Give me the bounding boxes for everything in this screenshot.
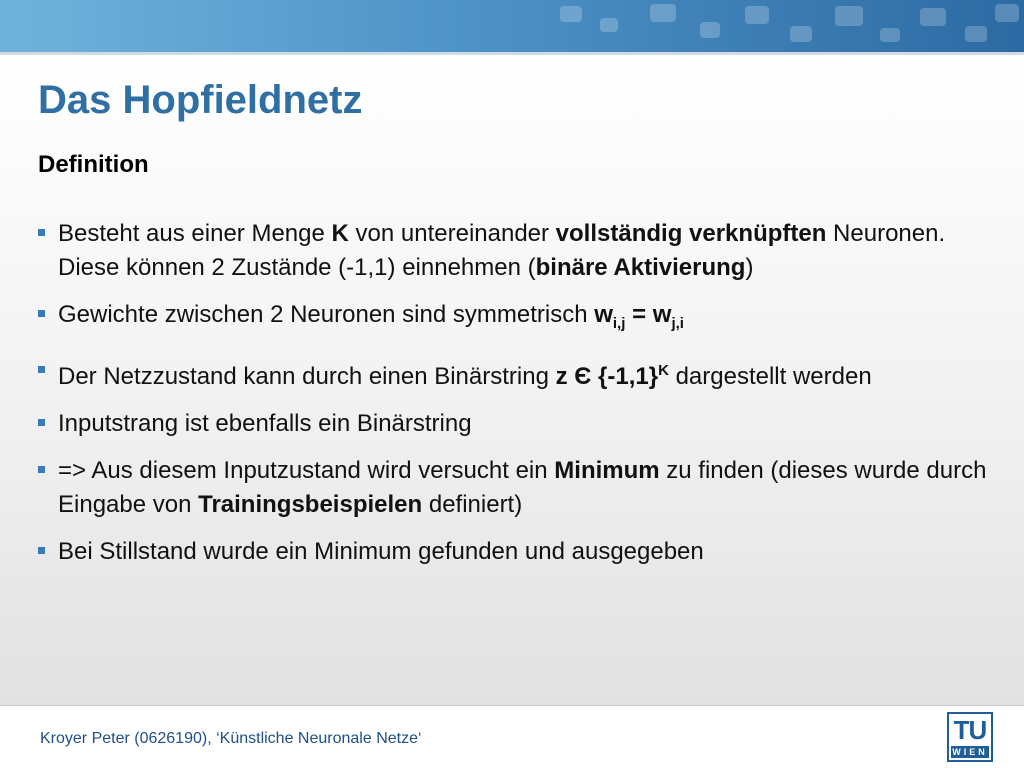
bullet-square-icon (38, 466, 45, 473)
bullet-square-icon (38, 547, 45, 554)
slide-subtitle: Definition (38, 151, 149, 178)
header-decoration (995, 4, 1019, 22)
bullet-square-icon (38, 310, 45, 317)
bullet-square-icon (38, 419, 45, 426)
header-decoration (600, 18, 618, 32)
logo-tu-text: TU (953, 715, 987, 745)
header-decoration (745, 6, 769, 24)
bullet-square-icon (38, 229, 45, 236)
header-decoration (880, 28, 900, 42)
header-decoration (835, 6, 863, 26)
header-decoration (790, 26, 812, 42)
bullet-item: Der Netzzustand kann durch einen Binärstring z Є $\{-1,1\}^K$ dargestellt werden (38, 354, 988, 394)
bullet-item: Inputstrang ist ebenfalls ein Binärstring (38, 407, 988, 441)
bullet-item: => Aus diesem Inputzustand wird versucht ein Minimum zu finden (dieses wurde durch Eingabe von Trainingsbeispielen definiert) (38, 454, 988, 522)
header-decoration (700, 22, 720, 38)
header-decoration (560, 6, 582, 22)
header-decoration (650, 4, 676, 22)
header-decoration (920, 8, 946, 26)
bullet-list (38, 217, 988, 582)
bullet-item: Gewichte zwischen 2 Neuronen sind symmetrisch $w_{i,j} = w_{j,i}$ (38, 298, 988, 341)
tu-wien-logo (947, 712, 993, 762)
footer-text: Kroyer Peter (0626190), ‘Künstliche Neuronale Netze‘ (40, 730, 422, 747)
header-band (0, 0, 1024, 52)
logo-wien-text: WIEN (952, 747, 988, 757)
bullet-item: Besteht aus einer Menge K von untereinander vollständig verknüpften Neuronen. Diese können 2 Zustände (-1,1) einnehmen (binäre Aktivierung) (38, 217, 988, 285)
bullet-square-icon (38, 366, 45, 373)
bullet-item: Bei Stillstand wurde ein Minimum gefunden und ausgegeben (38, 535, 988, 569)
header-decoration (965, 26, 987, 42)
slide-title: Das Hopfieldnetz (38, 78, 363, 122)
